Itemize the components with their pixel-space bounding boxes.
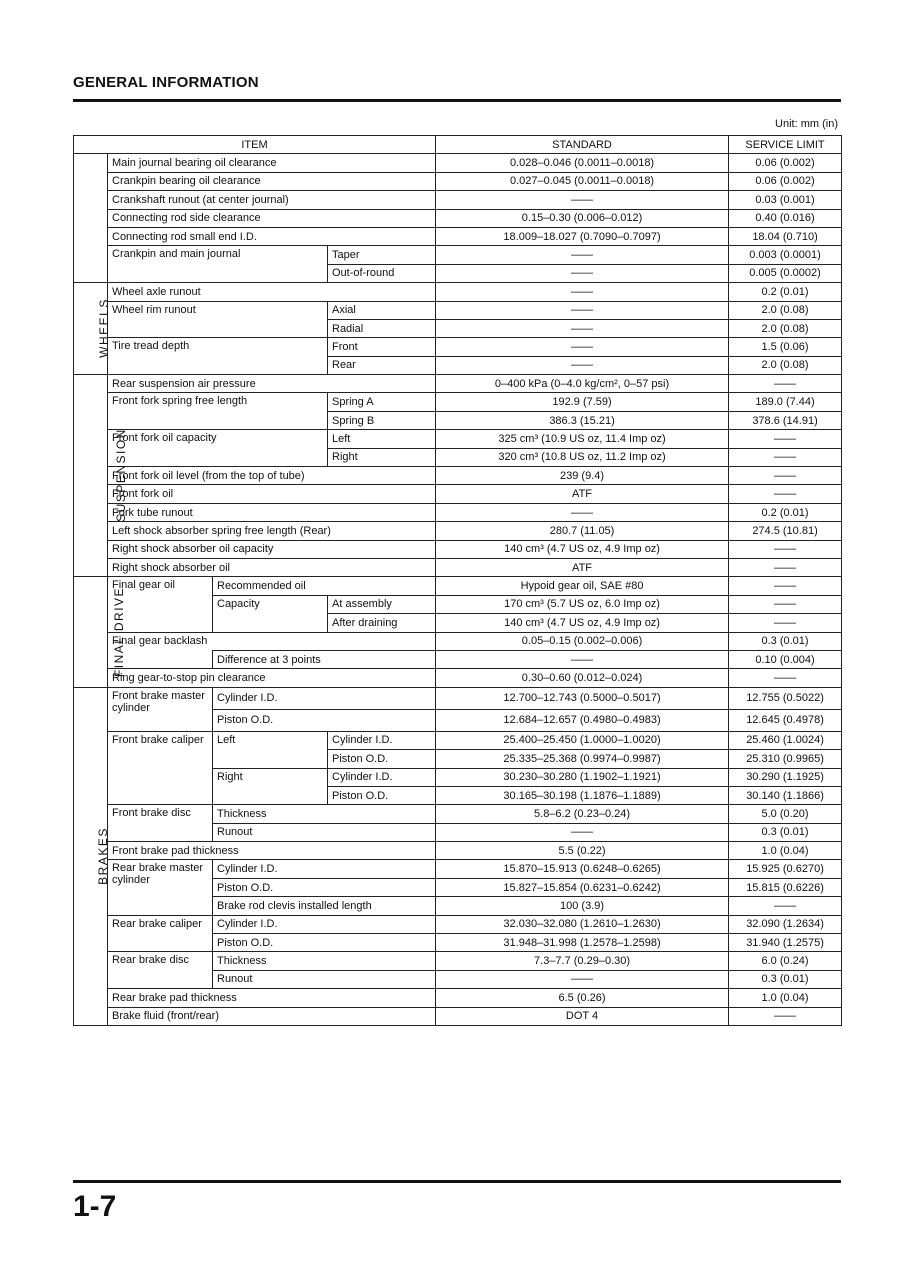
table-row xyxy=(74,301,842,319)
item-cell: Left shock absorber spring free length (Rear) xyxy=(108,522,436,540)
limit-cell: 0.03 (0.001) xyxy=(729,191,842,209)
standard-cell: 0.027–0.045 (0.0011–0.0018) xyxy=(436,172,729,190)
limit-cell: 1.5 (0.06) xyxy=(729,338,842,356)
table-row xyxy=(74,154,842,172)
table-header-row xyxy=(74,136,842,154)
limit-cell: —— xyxy=(729,897,842,915)
sub-item-cell: Brake rod clevis installed length xyxy=(213,897,436,915)
limit-cell: 0.06 (0.002) xyxy=(729,154,842,172)
page-number: 1-7 xyxy=(73,1190,117,1223)
section-label-wheels: WHEELS xyxy=(74,283,108,375)
item-cell: Connecting rod small end I.D. xyxy=(108,227,436,245)
item-cell: Rear suspension air pressure xyxy=(108,375,436,393)
sub-item-cell: Front xyxy=(328,338,436,356)
table-row xyxy=(74,842,842,860)
sub-item-cell: Left xyxy=(213,731,328,768)
section-label-brakes: BRAKES xyxy=(74,687,108,1025)
item-cell: Wheel rim runout xyxy=(108,301,328,338)
table-row xyxy=(74,650,842,668)
standard-cell: 140 cm³ (4.7 US oz, 4.9 Imp oz) xyxy=(436,540,729,558)
standard-cell: 0.30–0.60 (0.012–0.024) xyxy=(436,669,729,687)
limit-cell: 25.460 (1.0024) xyxy=(729,731,842,749)
table-row xyxy=(74,375,842,393)
item-cell: Main journal bearing oil clearance xyxy=(108,154,436,172)
table-row xyxy=(74,860,842,878)
table-row xyxy=(74,632,842,650)
standard-cell: 0.028–0.046 (0.0011–0.0018) xyxy=(436,154,729,172)
limit-cell: 31.940 (1.2575) xyxy=(729,934,842,952)
standard-cell: ATF xyxy=(436,558,729,576)
standard-cell: 12.684–12.657 (0.4980–0.4983) xyxy=(436,709,729,731)
standard-cell: —— xyxy=(436,283,729,301)
sub-item-cell: Thickness xyxy=(213,805,436,823)
sub-item-cell: Piston O.D. xyxy=(213,709,436,731)
table-row xyxy=(74,503,842,521)
limit-cell: 32.090 (1.2634) xyxy=(729,915,842,933)
item-cell: Final gear oil xyxy=(108,577,213,632)
sub-item-cell: Rear xyxy=(328,356,436,374)
footer-rule xyxy=(73,1180,841,1183)
limit-cell: 0.003 (0.0001) xyxy=(729,246,842,264)
standard-cell: —— xyxy=(436,191,729,209)
limit-cell: 2.0 (0.08) xyxy=(729,301,842,319)
section-label-suspension: SUSPENSION xyxy=(74,375,108,577)
limit-cell: 12.645 (0.4978) xyxy=(729,709,842,731)
limit-cell: 5.0 (0.20) xyxy=(729,805,842,823)
standard-cell: —— xyxy=(436,650,729,668)
standard-cell: 12.700–12.743 (0.5000–0.5017) xyxy=(436,687,729,709)
limit-cell: 0.3 (0.01) xyxy=(729,823,842,841)
item-cell: Crankpin and main journal xyxy=(108,246,328,283)
sub-item-cell: Spring B xyxy=(328,411,436,429)
item-cell: Final gear backlash xyxy=(108,632,436,650)
sub-item-cell: Thickness xyxy=(213,952,436,970)
limit-cell: 15.815 (0.6226) xyxy=(729,878,842,896)
table-row xyxy=(74,283,842,301)
limit-cell: 189.0 (7.44) xyxy=(729,393,842,411)
limit-cell: 1.0 (0.04) xyxy=(729,842,842,860)
standard-cell: 386.3 (15.21) xyxy=(436,411,729,429)
sub-item-cell: Cylinder I.D. xyxy=(328,731,436,749)
item-cell: Right shock absorber oil capacity xyxy=(108,540,436,558)
col-header-limit: SERVICE LIMIT xyxy=(729,136,842,154)
item-cell: Crankshaft runout (at center journal) xyxy=(108,191,436,209)
table-row xyxy=(74,393,842,411)
table-row xyxy=(74,687,842,709)
limit-cell: 0.005 (0.0002) xyxy=(729,264,842,282)
standard-cell: —— xyxy=(436,246,729,264)
limit-cell: 15.925 (0.6270) xyxy=(729,860,842,878)
item-cell: Connecting rod side clearance xyxy=(108,209,436,227)
limit-cell: 378.6 (14.91) xyxy=(729,411,842,429)
item-cell: Ring gear-to-stop pin clearance xyxy=(108,669,436,687)
standard-cell: 100 (3.9) xyxy=(436,897,729,915)
sub-item-cell: Right xyxy=(213,768,328,805)
limit-cell: 1.0 (0.04) xyxy=(729,989,842,1007)
limit-cell: 0.10 (0.004) xyxy=(729,650,842,668)
item-cell: Crankpin bearing oil clearance xyxy=(108,172,436,190)
section-blank xyxy=(74,154,108,283)
sub-item-cell: Cylinder I.D. xyxy=(213,915,436,933)
standard-cell: DOT 4 xyxy=(436,1007,729,1025)
sub-item-cell: Cylinder I.D. xyxy=(328,768,436,786)
table-row xyxy=(74,209,842,227)
item-cell: Front brake master cylinder xyxy=(108,687,213,731)
standard-cell: —— xyxy=(436,301,729,319)
standard-cell: 239 (9.4) xyxy=(436,467,729,485)
standard-cell: 25.400–25.450 (1.0000–1.0020) xyxy=(436,731,729,749)
header-rule xyxy=(73,99,841,102)
table-row xyxy=(74,467,842,485)
limit-cell: 12.755 (0.5022) xyxy=(729,687,842,709)
table-row xyxy=(74,485,842,503)
standard-cell: 5.5 (0.22) xyxy=(436,842,729,860)
standard-cell: 15.870–15.913 (0.6248–0.6265) xyxy=(436,860,729,878)
standard-cell: 140 cm³ (4.7 US oz, 4.9 Imp oz) xyxy=(436,614,729,632)
sub-item-cell: Taper xyxy=(328,246,436,264)
item-cell: Front fork oil capacity xyxy=(108,430,328,467)
sub-item-cell: After draining xyxy=(328,614,436,632)
standard-cell: 280.7 (11.05) xyxy=(436,522,729,540)
limit-cell: 274.5 (10.81) xyxy=(729,522,842,540)
sub-item-cell: Runout xyxy=(213,970,436,988)
item-cell: Wheel axle runout xyxy=(108,283,436,301)
standard-cell: —— xyxy=(436,319,729,337)
standard-cell: 0.05–0.15 (0.002–0.006) xyxy=(436,632,729,650)
col-header-item: ITEM xyxy=(74,136,436,154)
limit-cell: 30.290 (1.1925) xyxy=(729,768,842,786)
limit-cell: —— xyxy=(729,540,842,558)
item-cell: Rear brake caliper xyxy=(108,915,213,952)
sub-item-cell: Left xyxy=(328,430,436,448)
standard-cell: 15.827–15.854 (0.6231–0.6242) xyxy=(436,878,729,896)
sub-item-cell: Spring A xyxy=(328,393,436,411)
sub-item-cell: Recommended oil xyxy=(213,577,436,595)
sub-item-cell: Piston O.D. xyxy=(328,786,436,804)
sub-item-cell: Piston O.D. xyxy=(213,878,436,896)
standard-cell: —— xyxy=(436,970,729,988)
limit-cell: 0.40 (0.016) xyxy=(729,209,842,227)
limit-cell: 2.0 (0.08) xyxy=(729,319,842,337)
standard-cell: 5.8–6.2 (0.23–0.24) xyxy=(436,805,729,823)
standard-cell: —— xyxy=(436,264,729,282)
table-row xyxy=(74,172,842,190)
standard-cell: 6.5 (0.26) xyxy=(436,989,729,1007)
sub-item-cell: Runout xyxy=(213,823,436,841)
item-cell: Front brake disc xyxy=(108,805,213,842)
table-row xyxy=(74,227,842,245)
limit-cell: 0.06 (0.002) xyxy=(729,172,842,190)
item-cell: Front fork oil level (from the top of tube) xyxy=(108,467,436,485)
table-row xyxy=(74,338,842,356)
standard-cell: —— xyxy=(436,338,729,356)
table-row xyxy=(74,191,842,209)
standard-cell: ATF xyxy=(436,485,729,503)
item-cell: Front fork oil xyxy=(108,485,436,503)
table-row xyxy=(74,1007,842,1025)
limit-cell: 6.0 (0.24) xyxy=(729,952,842,970)
table-row xyxy=(74,805,842,823)
table-row xyxy=(74,522,842,540)
item-cell: Rear brake disc xyxy=(108,952,213,989)
sub-item-cell: Cylinder I.D. xyxy=(213,687,436,709)
limit-cell: —— xyxy=(729,448,842,466)
item-cell: Front brake caliper xyxy=(108,731,213,805)
standard-cell: 325 cm³ (10.9 US oz, 11.4 Imp oz) xyxy=(436,430,729,448)
limit-cell: —— xyxy=(729,430,842,448)
item-cell: Brake fluid (front/rear) xyxy=(108,1007,436,1025)
sub-item-cell: Radial xyxy=(328,319,436,337)
standard-cell: 192.9 (7.59) xyxy=(436,393,729,411)
standard-cell: 30.230–30.280 (1.1902–1.1921) xyxy=(436,768,729,786)
limit-cell: —— xyxy=(729,669,842,687)
table-row xyxy=(74,915,842,933)
item-cell: Front fork spring free length xyxy=(108,393,328,430)
limit-cell: —— xyxy=(729,1007,842,1025)
sub-item-cell: Piston O.D. xyxy=(328,750,436,768)
item-cell: Rear brake master cylinder xyxy=(108,860,213,915)
limit-cell: 25.310 (0.9965) xyxy=(729,750,842,768)
limit-cell: 0.2 (0.01) xyxy=(729,283,842,301)
standard-cell: 18.009–18.027 (0.7090–0.7097) xyxy=(436,227,729,245)
sub-item-cell: Difference at 3 points xyxy=(213,650,436,668)
sub-item-cell: Piston O.D. xyxy=(213,934,436,952)
table-row xyxy=(74,989,842,1007)
table-row xyxy=(74,577,842,595)
sub-item-cell: Right xyxy=(328,448,436,466)
standard-cell: —— xyxy=(436,823,729,841)
standard-cell: 32.030–32.080 (1.2610–1.2630) xyxy=(436,915,729,933)
table-row xyxy=(74,558,842,576)
table-row xyxy=(74,952,842,970)
col-header-standard: STANDARD xyxy=(436,136,729,154)
table-row xyxy=(74,731,842,749)
sub-item-cell: Capacity xyxy=(213,595,328,632)
table-row xyxy=(74,430,842,448)
limit-cell: —— xyxy=(729,577,842,595)
standard-cell: 7.3–7.7 (0.29–0.30) xyxy=(436,952,729,970)
standard-cell: —— xyxy=(436,356,729,374)
limit-cell: —— xyxy=(729,485,842,503)
limit-cell: 0.2 (0.01) xyxy=(729,503,842,521)
standard-cell: 320 cm³ (10.8 US oz, 11.2 Imp oz) xyxy=(436,448,729,466)
page-header: GENERAL INFORMATION xyxy=(73,74,259,91)
standard-cell: 0–400 kPa (0–4.0 kg/cm², 0–57 psi) xyxy=(436,375,729,393)
standard-cell: 170 cm³ (5.7 US oz, 6.0 Imp oz) xyxy=(436,595,729,613)
item-cell: Right shock absorber oil xyxy=(108,558,436,576)
limit-cell: 30.140 (1.1866) xyxy=(729,786,842,804)
standard-cell: Hypoid gear oil, SAE #80 xyxy=(436,577,729,595)
limit-cell: 2.0 (0.08) xyxy=(729,356,842,374)
unit-note: Unit: mm (in) xyxy=(775,118,838,130)
limit-cell: 18.04 (0.710) xyxy=(729,227,842,245)
standard-cell: 31.948–31.998 (1.2578–1.2598) xyxy=(436,934,729,952)
standard-cell: 25.335–25.368 (0.9974–0.9987) xyxy=(436,750,729,768)
sub-item-cell: Cylinder I.D. xyxy=(213,860,436,878)
limit-cell: 0.3 (0.01) xyxy=(729,632,842,650)
sub-item-cell: Axial xyxy=(328,301,436,319)
standard-cell: 30.165–30.198 (1.1876–1.1889) xyxy=(436,786,729,804)
standard-cell: —— xyxy=(436,503,729,521)
standard-cell: 0.15–0.30 (0.006–0.012) xyxy=(436,209,729,227)
limit-cell: 0.3 (0.01) xyxy=(729,970,842,988)
sub-item-cell: Out-of-round xyxy=(328,264,436,282)
item-cell: Tire tread depth xyxy=(108,338,328,375)
limit-cell: —— xyxy=(729,595,842,613)
table-row xyxy=(74,669,842,687)
limit-cell: —— xyxy=(729,558,842,576)
table-row xyxy=(74,540,842,558)
item-cell: Rear brake pad thickness xyxy=(108,989,436,1007)
item-cell: Fork tube runout xyxy=(108,503,436,521)
limit-cell: —— xyxy=(729,614,842,632)
limit-cell: —— xyxy=(729,375,842,393)
specification-table xyxy=(73,135,842,1026)
limit-cell: —— xyxy=(729,467,842,485)
sub-item-cell: At assembly xyxy=(328,595,436,613)
item-cell: Front brake pad thickness xyxy=(108,842,436,860)
section-label-final-drive: FINAL DRIVE xyxy=(74,577,108,687)
table-row xyxy=(74,246,842,264)
